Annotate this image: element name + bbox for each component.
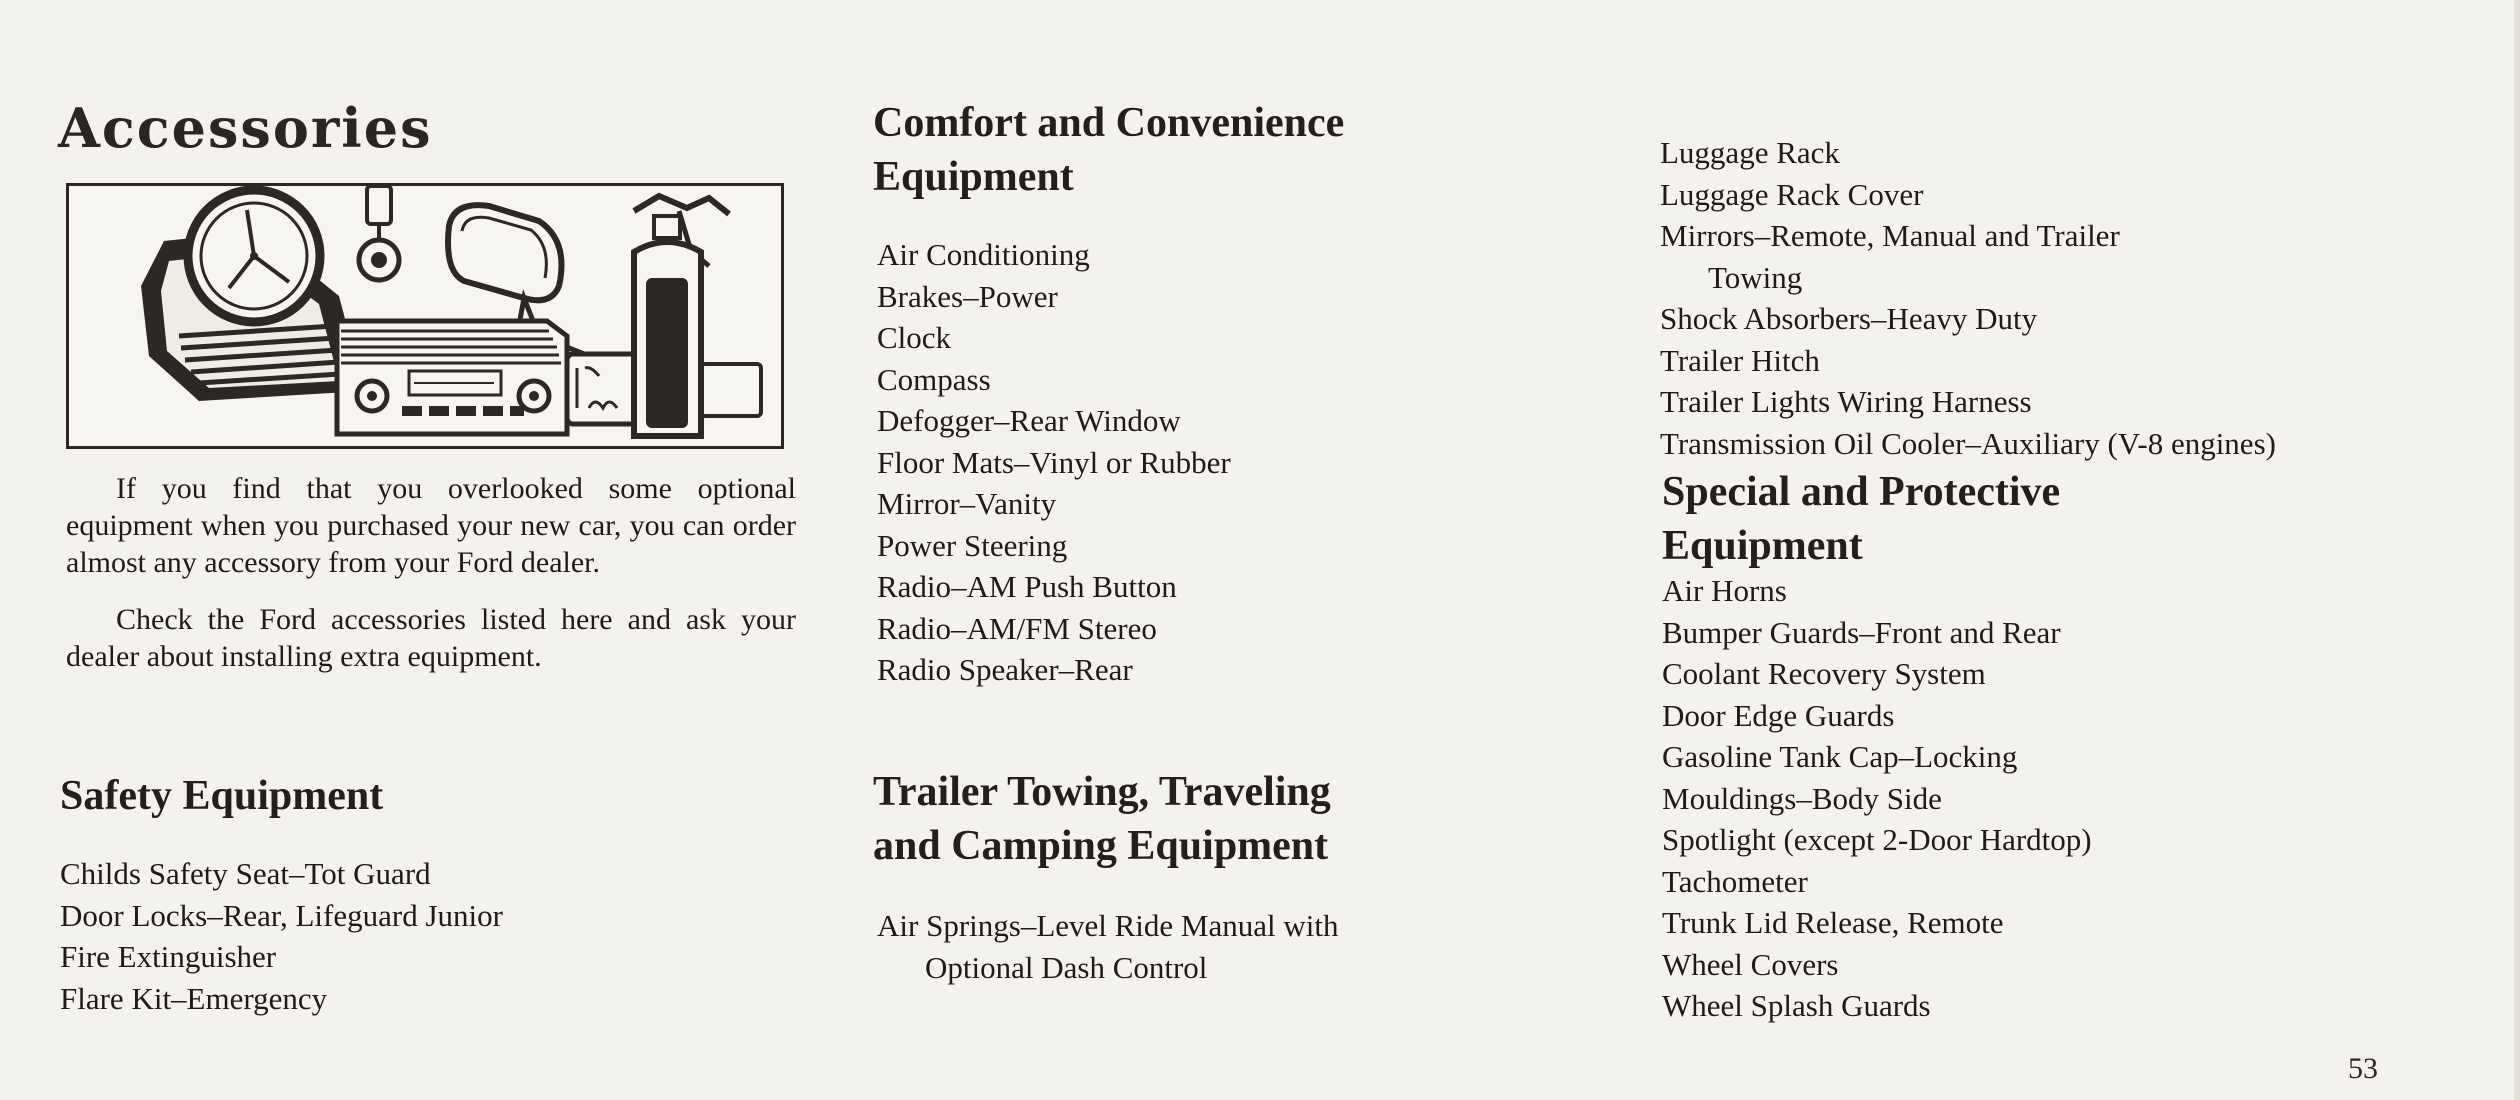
- compass-icon: [359, 186, 399, 280]
- list-item: Clock: [877, 320, 952, 355]
- list-item: Door Edge Guards: [1662, 697, 1895, 733]
- list-item: Door Locks–Rear, Lifeguard Junior: [60, 897, 503, 933]
- special-protective-heading: [1662, 465, 2060, 573]
- heading-line: Special and Protective: [1662, 469, 2061, 515]
- list-item: Coolant Recovery System: [1662, 656, 1986, 691]
- list-item: Compass: [877, 361, 991, 397]
- list-item: Luggage Rack Cover: [1660, 176, 1924, 212]
- safety-equipment-heading: Safety Equipment: [60, 773, 384, 819]
- list-item: [1660, 215, 2276, 298]
- list-item: Bumper Guards–Front and Rear: [1662, 614, 2061, 650]
- intro-paragraph-2: Check the Ford accessories listed here and ask your dealer about installing extra equipment.: [66, 603, 796, 673]
- safety-equipment-list: [60, 853, 503, 1019]
- heading-line: Equipment: [873, 154, 1074, 200]
- page-number: 53: [2348, 1052, 2378, 1085]
- list-item: Mirror–Vanity: [877, 486, 1057, 521]
- heading-line: Trailer Towing, Traveling: [873, 769, 1331, 815]
- list-item: Childs Safety Seat–Tot Guard: [60, 856, 431, 891]
- heading-line: Comfort and Convenience: [873, 100, 1345, 146]
- trailer-towing-heading: [873, 765, 1331, 873]
- list-item: Tachometer: [1662, 863, 1808, 899]
- list-item: Power Steering: [877, 527, 1068, 563]
- list-item: Luggage Rack: [1660, 135, 1840, 170]
- page-title: Accessories: [58, 96, 433, 160]
- heading-line: and Camping Equipment: [873, 823, 1329, 869]
- list-item: Fire Extinguisher: [60, 939, 277, 974]
- comfort-convenience-heading: [873, 96, 1344, 204]
- list-item: Brakes–Power: [877, 278, 1058, 314]
- clock-icon: [188, 190, 320, 322]
- list-item: Radio Speaker–Rear: [877, 652, 1133, 687]
- list-item-line: Air Springs–Level Ride Manual with: [877, 908, 1339, 943]
- list-item-continuation: Optional Dash Control: [925, 949, 1208, 985]
- intro-paragraph-1: If you find that you overlooked some optional equipment when you purchased your new car, you can order almost any accessory from your Ford dealer.: [66, 472, 796, 579]
- trailer-towing-list: [877, 905, 1339, 988]
- comfort-convenience-list: [877, 234, 1231, 691]
- list-item: Transmission Oil Cooler–Auxiliary (V-8 engines): [1660, 425, 2276, 461]
- list-item: Wheel Splash Guards: [1662, 988, 1931, 1023]
- special-protective-list: [1662, 570, 2092, 1027]
- list-item: Air Horns: [1662, 573, 1787, 608]
- accessories-illustration: [66, 183, 784, 449]
- list-item-line: Mirrors–Remote, Manual and Trailer: [1660, 218, 2120, 253]
- list-item: Radio–AM/FM Stereo: [877, 610, 1157, 646]
- list-item: Trailer Lights Wiring Harness: [1660, 384, 2032, 419]
- trailer-towing-list-continued: [1660, 132, 2276, 464]
- list-item: Floor Mats–Vinyl or Rubber: [877, 444, 1231, 480]
- page-edge: [2514, 0, 2520, 1100]
- list-item: Radio–AM Push Button: [877, 569, 1177, 604]
- list-item: [877, 905, 1339, 988]
- intro-text: [66, 470, 796, 695]
- heading-line: Equipment: [1662, 523, 1863, 569]
- list-item: Air Conditioning: [877, 237, 1090, 272]
- list-item: Gasoline Tank Cap–Locking: [1662, 739, 2018, 774]
- list-item-continuation: Towing: [1708, 259, 1803, 295]
- list-item: Mouldings–Body Side: [1662, 780, 1942, 816]
- list-item: Trunk Lid Release, Remote: [1662, 905, 2004, 940]
- list-item: Wheel Covers: [1662, 946, 1839, 982]
- list-item: Defogger–Rear Window: [877, 403, 1181, 438]
- radio-icon: [337, 321, 567, 434]
- list-item: Flare Kit–Emergency: [60, 980, 328, 1016]
- list-item: Spotlight (except 2-Door Hardtop): [1662, 822, 2092, 857]
- list-item: Shock Absorbers–Heavy Duty: [1660, 301, 2038, 336]
- list-item: Trailer Hitch: [1660, 342, 1820, 378]
